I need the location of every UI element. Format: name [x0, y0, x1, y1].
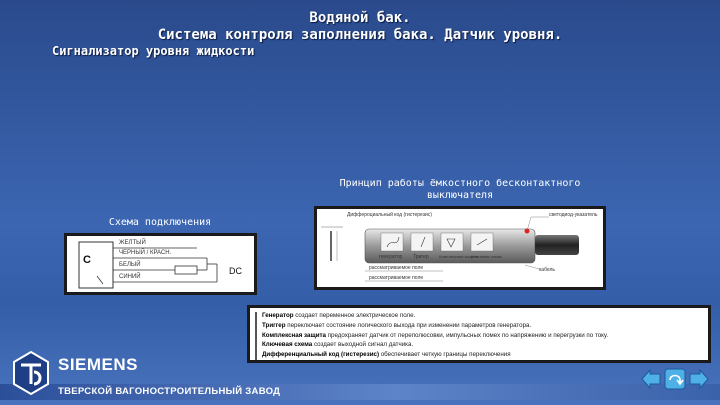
- slide-title: [0, 10, 720, 44]
- desc-term-3: Комплексная защита: [262, 331, 326, 339]
- desc-term-5: Дифференциальный код (гистерезис): [262, 351, 380, 359]
- wire-label-yellow: ЖЕЛТЫЙ: [119, 240, 146, 246]
- key-circuit-label: Ключевая схема: [471, 254, 502, 259]
- desc-text-5: обеспечивает четкую границы переключения: [379, 351, 511, 359]
- description-box: [247, 305, 711, 363]
- cable-label: кабель: [539, 267, 556, 273]
- siemens-brand: SIEMENS: [58, 355, 139, 374]
- sensor-drawing: [317, 209, 603, 287]
- desc-line-4: [262, 340, 708, 350]
- trigger-label: Тригер: [413, 254, 429, 260]
- desc-term-4: Ключевая схема: [262, 341, 313, 349]
- wiring-caption: Схема подключения: [108, 217, 212, 228]
- generator-label: генератор: [379, 254, 403, 260]
- desc-text-2: переключает состояние логического выхода при изменении параметров генератора.: [285, 321, 532, 329]
- next-arrow-icon[interactable]: [688, 368, 710, 390]
- desc-line-2: [262, 321, 708, 331]
- company-logo-icon: [12, 350, 50, 396]
- factory-name: ТВЕРСКОЙ ВАГОНОСТРОИТЕЛЬНЫЙ ЗАВОД: [58, 386, 281, 397]
- principle-caption: [300, 178, 620, 202]
- title-line-1: Водяной бак.: [309, 10, 411, 26]
- dc-label: DC: [229, 266, 242, 276]
- slide-subtitle: Сигнализатор уровня жидкости: [52, 44, 255, 58]
- desc-text-1: создает переменное электрическое поле.: [293, 312, 416, 319]
- desc-term-2: Триггер: [262, 321, 286, 329]
- desc-text-4: создает выходной сигнал датчика.: [312, 341, 414, 349]
- title-line-2: Система контроля заполнения бака. Датчик уровня.: [157, 27, 563, 43]
- desc-line-3: [262, 331, 708, 341]
- wiring-lines: [67, 236, 254, 292]
- return-arrow-icon[interactable]: [664, 368, 686, 390]
- field-label-1: рассматриваемое поле: [369, 265, 424, 271]
- principle-caption-line-2: выключателя: [426, 190, 494, 201]
- wire-label-black-red: ЧЕРНЫЙ / КРАСН.: [119, 250, 172, 256]
- prev-arrow-icon[interactable]: [640, 368, 662, 390]
- protection-label: Комплексная защита: [439, 254, 479, 259]
- desc-term-1: Генератор: [262, 312, 294, 319]
- wire-label-blue: СИНИЙ: [119, 274, 141, 280]
- wiring-diagram: [64, 233, 257, 295]
- desc-text-3: предохраняет датчик от переполюсовки, импульсных помех по напряжению и перегрузки по току.: [325, 331, 609, 339]
- principle-caption-line-1: Принцип работы ёмкостного бесконтактного: [339, 178, 581, 189]
- c-label: C: [83, 254, 91, 266]
- field-label-2: рассматриваемое поле: [369, 275, 424, 281]
- desc-line-1: [262, 311, 708, 321]
- desc-line-5: [262, 350, 708, 360]
- hysteresis-label: Диффероциальный код (гистерезис): [347, 212, 432, 218]
- wire-label-white: БЕЛЫЙ: [119, 262, 141, 268]
- led-indicator-label: светодиод-указатель: [549, 212, 598, 218]
- sensor-illustration: [314, 206, 606, 290]
